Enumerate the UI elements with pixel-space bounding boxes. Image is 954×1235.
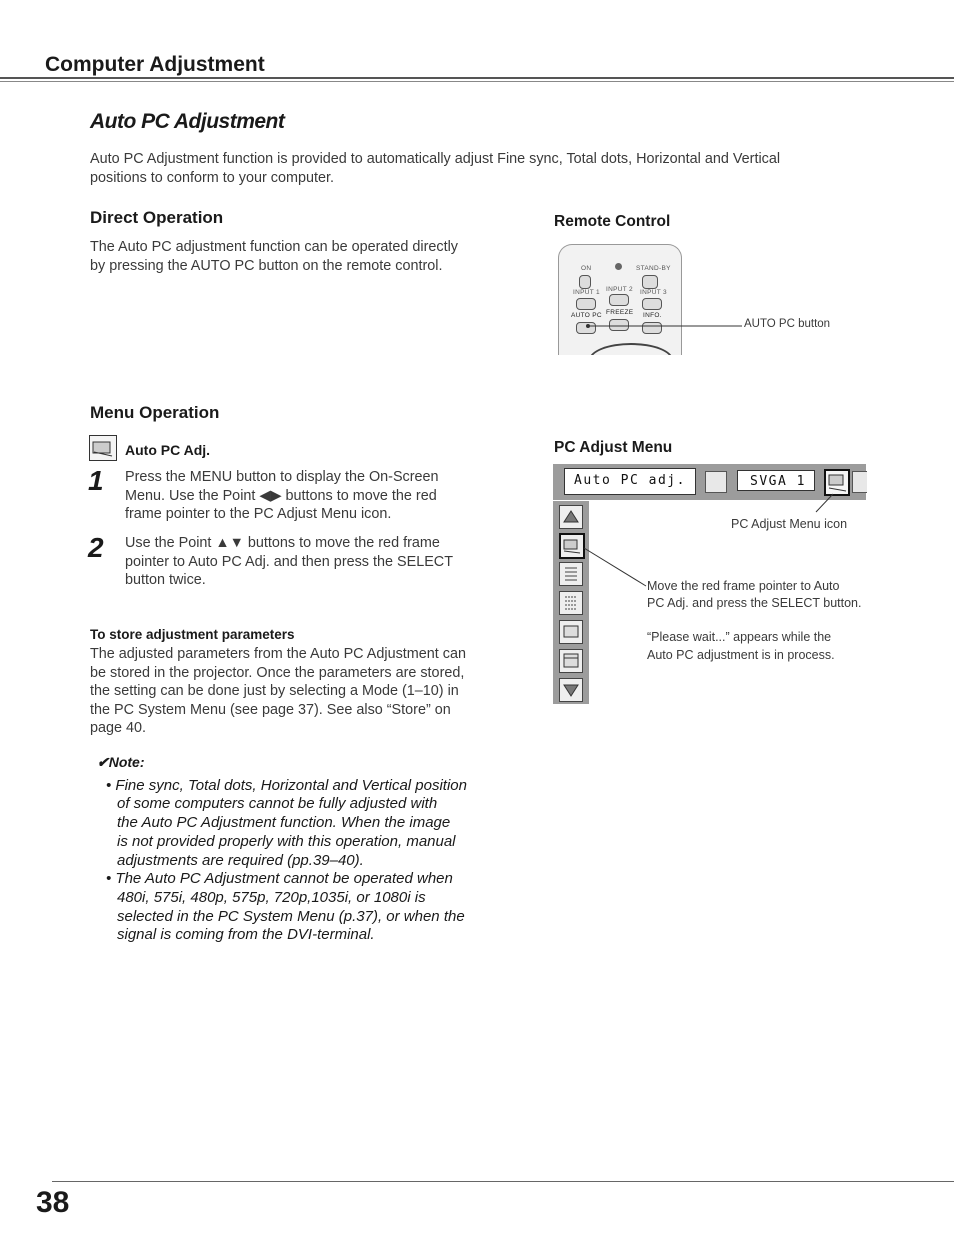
note-bullet-2-line-3: selected in the PC System Menu (p.37), or when the [117,908,465,925]
horizontal-icon [559,620,583,644]
callout-2-line-2: Auto PC adjustment is in process. [647,648,835,662]
note-bullet-1-line-2: of some computers cannot be fully adjusted with [117,795,438,812]
intro-line-2: positions to conform to your computer. [90,170,334,186]
direct-line-2: by pressing the AUTO PC button on the remote control. [90,258,443,274]
autopc-callout-line [580,320,750,332]
step-2-line-2: pointer to Auto PC Adj. and then press the SELECT [125,554,453,570]
callout-1-line-2: PC Adj. and press the SELECT button. [647,596,862,610]
remote-control-heading: Remote Control [554,213,671,230]
standby-button [642,275,658,289]
intro-line-1: Auto PC Adjustment function is provided to automatically adjust Fine sync, Total dots, Horizontal and Vertical [90,151,781,167]
note-bullet-2-line-4: signal is coming from the DVI-terminal. [117,926,375,943]
header-rule-thin [0,81,954,82]
pc-adjust-menu-heading: PC Adjust Menu [554,439,673,456]
next-menu-icon [852,471,867,493]
remote-label-on: ON [581,265,592,272]
pc-adjust-icon [89,435,117,461]
page-title: Auto PC Adjustment [90,110,285,133]
menu-operation-heading: Menu Operation [90,403,220,422]
section-title: Computer Adjustment [45,53,265,76]
store-line-2: be stored in the projector. Once the parameters are stored, [90,665,465,681]
input3-button [642,298,662,310]
footer-rule [52,1181,954,1182]
header-rule [0,77,954,79]
store-line-5: page 40. [90,720,147,736]
note-bullet-1-line-4: is not provided properly with this operation, manual [117,833,456,850]
svga-mode-item: SVGA 1 [737,470,815,491]
step-2-number: 2 [88,532,104,563]
input2-button [609,294,629,306]
store-line-4: the PC System Menu (see page 37). See also “Store” on [90,702,451,718]
store-line-3: the setting can be done just by selecting a Mode (1–10) in [90,683,459,699]
store-line-1: The adjusted parameters from the Auto PC Adjustment can [90,646,466,662]
direct-line-1: The Auto PC adjustment function can be operated directly [90,239,458,255]
callout-2-line-1: “Please wait...” appears while the [647,630,832,644]
indicator-icon [615,263,622,270]
note-bullet-1-line-1: • Fine sync, Total dots, Horizontal and Vertical position [106,777,467,794]
auto-pc-adj-item: Auto PC adj. [564,468,696,495]
page-number: 38 [36,1186,70,1219]
autopc-callout: AUTO PC button [744,318,831,330]
remote-label-info: INFO. [643,312,662,319]
step-2-line-3: button twice. [125,572,206,588]
input1-button [576,298,596,310]
step-1-line-2: Menu. Use the Point ◀▶ buttons to move the red [125,488,437,504]
auto-pc-adj-label: Auto PC Adj. [125,442,211,458]
note-bullet-1-line-3: the Auto PC Adjustment function. When the image [117,814,451,831]
note-bullet-2-line-1: • The Auto PC Adjustment cannot be operated when [106,870,453,887]
remote-label-input3: INPUT 3 [640,289,667,296]
step-1-number: 1 [88,465,104,496]
remote-label-freeze: FREEZE [606,309,634,316]
note-bullet-1-line-5: adjustments are required (pp.39–40). [117,852,364,869]
on-button [579,275,591,289]
remote-control-image [558,244,682,355]
store-heading: To store adjustment parameters [90,627,295,642]
remote-label-input1: INPUT 1 [573,289,600,296]
note-bullet-2-line-2: 480i, 575i, 480p, 575p, 720p,1035i, or 1080i is [117,889,426,906]
vertical-icon [559,649,583,673]
direct-operation-heading: Direct Operation [90,208,224,227]
scroll-down-icon [559,678,583,702]
remote-label-input2: INPUT 2 [606,286,633,293]
step-1-line-3: frame pointer to the PC Adjust Menu icon. [125,506,392,522]
callout-1-line-1: Move the red frame pointer to Auto [647,579,840,593]
pc-adjust-menu-icon-callout: PC Adjust Menu icon [731,517,848,531]
remote-label-standby: STAND-BY [636,265,671,272]
note-heading: ✔Note: [97,754,145,770]
step-2-line-1: Use the Point ▲▼ buttons to move the red frame [125,535,440,551]
remote-label-autopc: AUTO PC [571,312,602,319]
dpad-ring [589,343,673,355]
step-1-line-1: Press the MENU button to display the On-Screen [125,469,439,485]
